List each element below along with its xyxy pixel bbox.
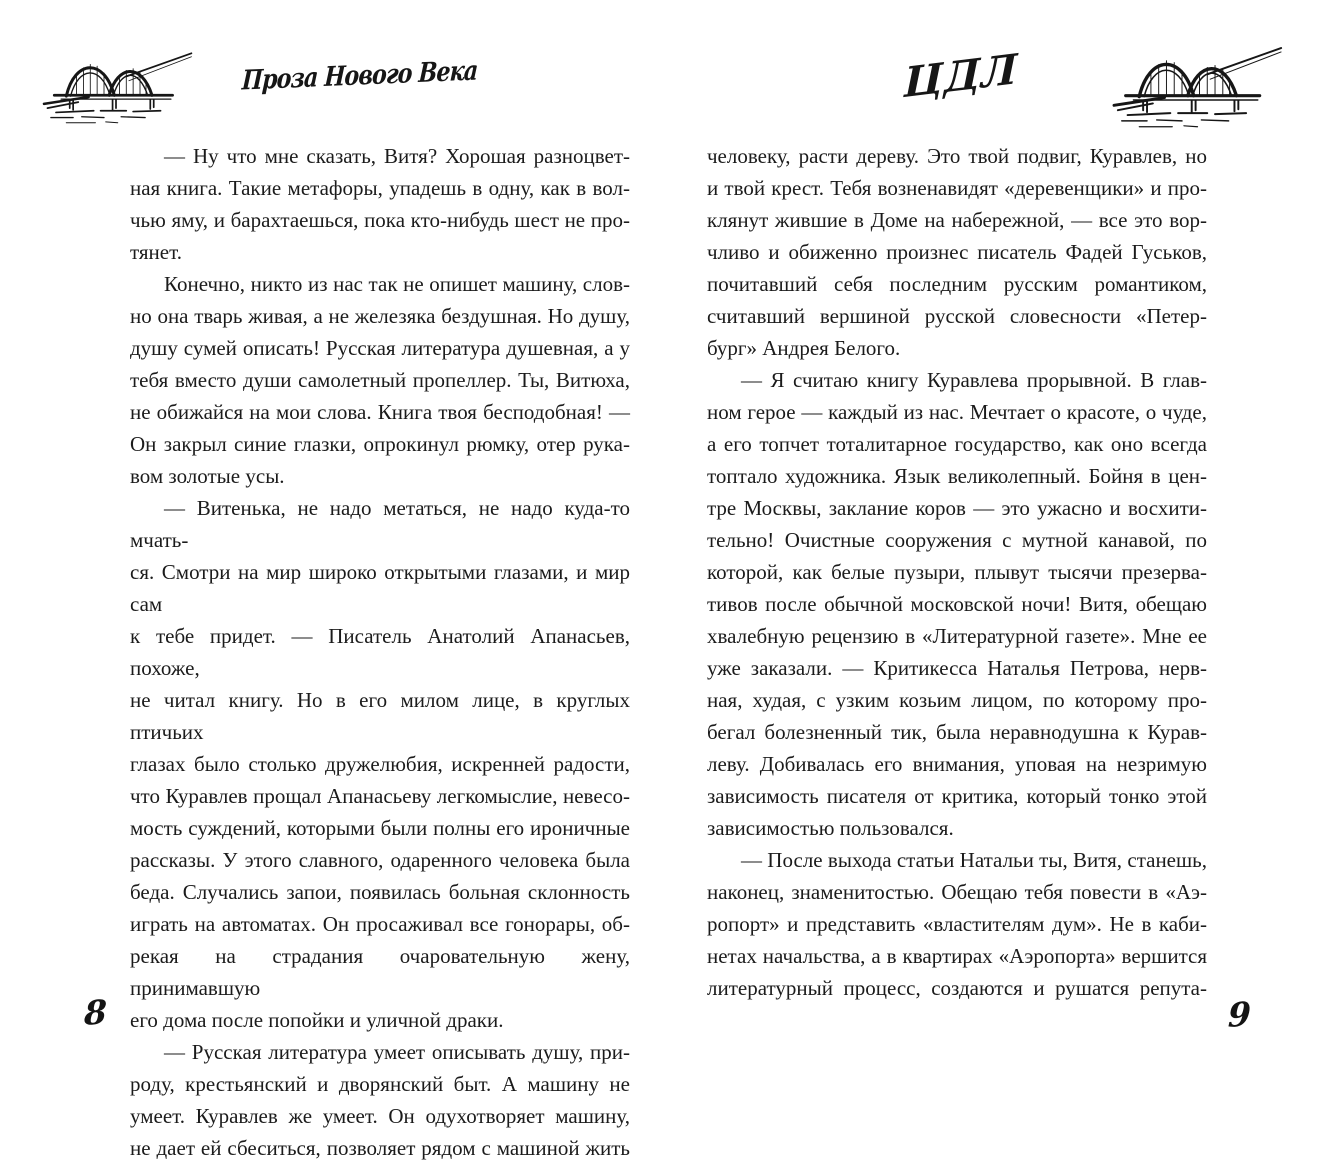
text-line: почитавший себя последним русским романтиком, <box>707 272 1207 296</box>
text-line: топтало художника. Язык великолепный. Бойня в цен- <box>707 464 1207 488</box>
text-line: умеет. Куравлев же умеет. Он одухотворяет машину, <box>130 1104 630 1128</box>
page-number-right: 9 <box>1227 994 1252 1035</box>
text-line: ная, худая, с узким козьим лицом, по которому про- <box>707 688 1207 712</box>
text-line: тре Москвы, заклание коров — это ужасно и восхити- <box>707 496 1207 520</box>
paragraph <box>130 1036 630 1164</box>
text-line: к тебе придет. — Писатель Анатолий Апанасьев, похоже, <box>130 624 630 680</box>
text-line: и твой крест. Тебя возненавидят «деревенщики» и про- <box>707 176 1207 200</box>
paragraph <box>707 140 1207 364</box>
text-line: не читал книгу. Но в его милом лице, в круглых птичьих <box>130 688 630 744</box>
text-line: что Куравлев прощал Апанасьеву легкомыслие, невесо- <box>130 784 630 808</box>
text-line: рассказы. У этого славного, одаренного человека была <box>130 848 630 872</box>
text-line: — Ну что мне сказать, Витя? Хорошая разноцвет- <box>164 144 630 168</box>
text-line: нетах начальства, а в квартирах «Аэропорта» вершится <box>707 944 1207 968</box>
text-line: наконец, знаменитостью. Обещаю тебя повести в «Аэ- <box>707 880 1207 904</box>
bridge-illustration-left-icon <box>44 36 194 134</box>
text-line: — Я считаю книгу Куравлева прорывной. В глав- <box>741 368 1207 392</box>
text-line: но она тварь живая, а не железяка бездушная. Но душу, <box>130 304 630 328</box>
text-line: тебя вместо души самолетный пропеллер. Ты, Витюха, <box>130 368 630 392</box>
text-line: чью яму, и барахтаешься, пока кто-нибудь шест не про- <box>130 208 630 232</box>
text-line: роду, крестьянский и дворянский быт. А машину не <box>130 1072 630 1096</box>
text-line: — После выхода статьи Натальи ты, Витя, станешь, <box>741 848 1207 872</box>
text-line: ся. Смотри на мир широко открытыми глазами, и мир сам <box>130 560 630 616</box>
text-line: глазах было столько дружелюбия, искренней радости, <box>130 752 630 776</box>
running-head-series-title: Проза Нового Века <box>241 55 479 97</box>
page-number-left: 8 <box>83 991 108 1034</box>
paragraph <box>130 268 630 492</box>
text-line: — Витенька, не надо метаться, не надо куда-то мчать- <box>130 496 630 552</box>
paragraph <box>130 492 630 1036</box>
text-line: не дает ей сбеситься, позволяет рядом с машиной жить <box>130 1136 630 1160</box>
text-line: клянут жившие в Доме на набережной, — все это вор- <box>707 208 1207 232</box>
text-line: бегал болезненный тик, была неравнодушна к Курав- <box>707 720 1207 744</box>
text-line: человеку, расти дереву. Это твой подвиг, Куравлев, но <box>707 144 1207 168</box>
text-line: Конечно, никто из нас так не опишет машину, слов- <box>164 272 630 296</box>
text-line: тянет. <box>130 240 182 264</box>
left-page-text-column <box>130 140 630 1164</box>
text-line: душу сумей описать! Русская литература душевная, а у <box>130 336 630 360</box>
text-line: — Русская литература умеет описывать душу, при- <box>164 1040 630 1064</box>
text-line: чливо и обиженно произнес писатель Фадей Гуськов, <box>707 240 1207 264</box>
text-line: ном герое — каждый из нас. Мечтает о красоте, о чуде, <box>707 400 1207 424</box>
text-line: его дома после попойки и уличной драки. <box>130 1008 504 1032</box>
text-line: бург» Андрея Белого. <box>707 336 901 360</box>
text-line: не обижайся на мои слова. Книга твоя бесподобная! — <box>130 400 630 424</box>
text-line: хвалебную рецензию в «Литературной газете». Мне ее <box>707 624 1207 648</box>
text-line: тельно! Очистные сооружения с мутной канавой, по <box>707 528 1207 552</box>
text-line: играть на автоматах. Он просаживал все гонорары, об- <box>130 912 630 936</box>
text-line: ропорт» и представить «властителям дум». Не в каби- <box>707 912 1207 936</box>
text-line: литературный процесс, создаются и рушатся репута- <box>707 976 1207 1000</box>
paragraph <box>707 364 1207 844</box>
text-line: считавший вершиной русской словесности «Петер- <box>707 304 1207 328</box>
bridge-illustration-right-icon <box>1114 34 1284 134</box>
paragraph <box>707 844 1207 1004</box>
text-line: мость суждений, которыми были полны его ироничные <box>130 816 630 840</box>
text-line: тивов после обычной московской ночи! Витя, обещаю <box>707 592 1207 616</box>
text-line: беда. Случались запои, появилась больная склонность <box>130 880 630 904</box>
text-line: зависимостью пользовался. <box>707 816 954 840</box>
text-line: Он закрыл синие глазки, опрокинул рюмку, отер рука- <box>130 432 630 456</box>
text-line: зависимость писателя от критика, который тонко этой <box>707 784 1207 808</box>
text-line: вом золотые усы. <box>130 464 285 488</box>
text-line: которой, как белые пузыри, плывут тысячи презерва- <box>707 560 1207 584</box>
text-line: леву. Добивалась его внимания, уповая на незримую <box>707 752 1207 776</box>
text-line: ная книга. Такие метафоры, упадешь в одну, как в вол- <box>130 176 630 200</box>
text-line: рекая на страдания очаровательную жену, принимавшую <box>130 944 630 1000</box>
paragraph <box>130 140 630 268</box>
running-head-chapter-title: ЦДЛ <box>903 44 1019 108</box>
text-line: уже заказали. — Критикесса Наталья Петрова, нерв- <box>707 656 1207 680</box>
text-line: а его топчет тоталитарное государство, как оно всегда <box>707 432 1207 456</box>
right-page-text-column <box>707 140 1207 1004</box>
